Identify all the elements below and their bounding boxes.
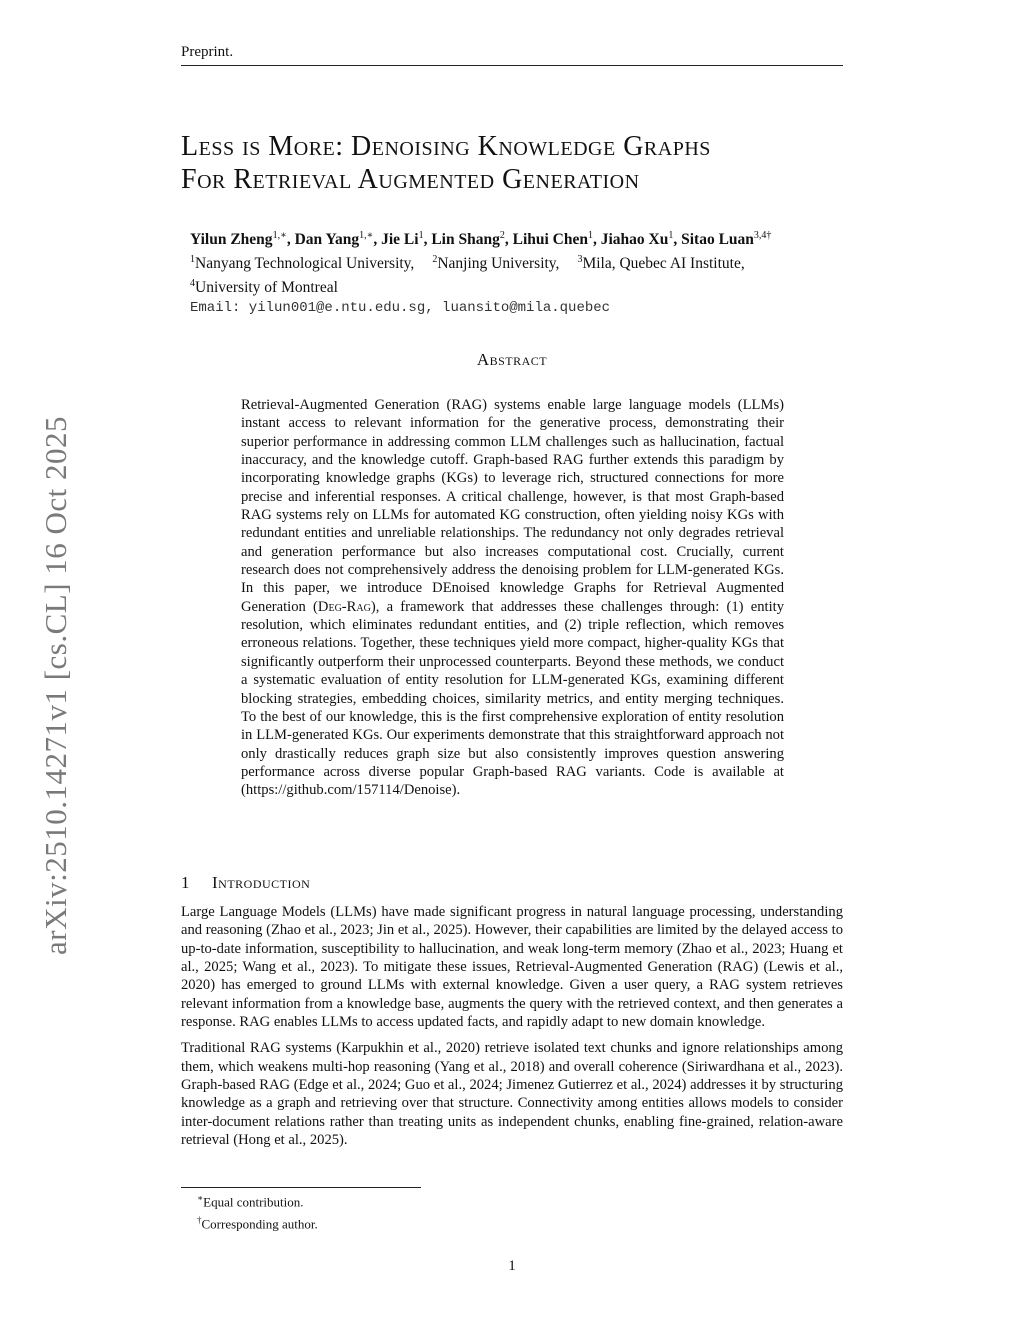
arxiv-stamp: arXiv:2510.14271v1 [cs.CL] 16 Oct 2025 — [38, 415, 73, 955]
affiliation: Nanjing University, — [437, 255, 560, 273]
paragraph: Traditional RAG systems (Karpukhin et al., 2020) retrieve isolated text chunks and ignore relationships among them, which weakens multi-hop reasoning (Yang et al., 2018) and overall coherence (Siriwardhana et al., 2023). Graph-based RAG (Edge et al., 2024; Guo et al., 2024; Jimenez Gutierrez et al., 2024) addresses it by structuring knowledge as a graph and retrieving over that structure. Connectivity among entities allows models to consider inter-document relations rather than treating units as independent chunks, enabling fine-grained, relation-aware retrieval (Hong et al., 2025). — [181, 1040, 843, 1149]
section-title: Introduction — [212, 873, 311, 892]
author-mark: 1 — [668, 230, 674, 241]
abstract-text: ), a framework that addresses these challenges through: (1) entity resolution, which eliminates redundant entities, and (2) triple reflection, which removes erroneous relations. Together, these techniques yield more compact, higher-quality KGs that significantly outperform their unprocessed counterparts. Beyond these methods, we conduct a systematic evaluation of entity resolution for LLM-generated KGs, examining different blocking strategies, embedding choices, similarity metrics, and entity merging techniques. To the best of our knowledge, this is the first comprehensive exploration of entity resolution in LLM-generated KGs. Our experiments demonstrate that this straightforward approach not only drastically reduces graph size but also consistently improves question answering performance across diverse popular Graph-based RAG variants. Code is available at (https://github.com/157114/Denoise). — [241, 598, 784, 799]
author-mark: 2 — [499, 230, 505, 241]
email-line: Email: yilun001@e.ntu.edu.sg, luansito@mila.quebec — [190, 300, 611, 317]
method-acronym: Deg-Rag — [317, 598, 371, 615]
affiliation-mark: 3 — [577, 254, 583, 266]
author-name: Dan Yang — [294, 231, 360, 249]
affiliation-line — [190, 274, 850, 298]
affiliation-line — [190, 250, 850, 274]
introduction-body — [181, 903, 843, 1157]
footnote-mark: † — [197, 1215, 202, 1226]
footnote — [181, 1211, 318, 1233]
author-name: Yilun Zheng — [190, 231, 273, 249]
title-line-1: Less is More: Denoising Knowledge Graphs — [181, 131, 711, 162]
footnotes — [181, 1189, 318, 1234]
author-name: Lin Shang — [431, 231, 500, 249]
author-mark: 1,∗ — [359, 230, 374, 241]
footnote-text: Corresponding author. — [201, 1216, 318, 1232]
affiliation: University of Montreal — [195, 279, 338, 297]
author-mark: 1 — [588, 230, 593, 241]
page-number: 1 — [508, 1258, 516, 1274]
author-name: Jie Li — [381, 231, 419, 249]
affiliation: Nanyang Technological University, — [195, 255, 415, 273]
author-mark: 1,∗ — [272, 230, 287, 241]
affiliation-mark: 1 — [190, 254, 195, 266]
title-line-2: For Retrieval Augmented Generation — [181, 164, 640, 195]
section-heading — [181, 873, 310, 893]
abstract-text: Retrieval-Augmented Generation (RAG) systems enable large language models (LLMs) instant access to relevant information for the generative process, demonstrating their superior performance in addressing common LLM challenges such as hallucination, factual inaccuracy, and the knowledge cutoff. Graph-based RAG further extends this paradigm by incorporating knowledge graphs (KGs) to leverage rich, structured connections for more precise and inferential responses. A critical challenge, however, is that most Graph-based RAG systems rely on LLMs for automated KG construction, often yielding noisy KGs with redundant entities and unreliable relationships. The redundancy not only degrades retrieval and generation performance but also increases computational cost. Crucially, current research does not comprehensively address the denoising problem for LLM-generated KGs. In this paper, we introduce DEnoised knowledge Graphs for Retrieval Augmented Generation ( — [241, 397, 784, 615]
paper-title — [181, 130, 881, 196]
author-name: Lihui Chen — [512, 231, 588, 249]
affiliation: Mila, Quebec AI Institute, — [582, 255, 745, 273]
footnote-divider — [181, 1187, 421, 1188]
author-name: Sitao Luan — [681, 231, 754, 249]
author-mark: 1 — [418, 230, 424, 241]
affiliation-mark: 2 — [432, 254, 438, 266]
paragraph: Large Language Models (LLMs) have made significant progress in natural language processing, understanding and reasoning (Zhao et al., 2023; Jin et al., 2025). However, their capabilities are limited by the delayed access to up-to-date information, susceptibility to hallucination, and weak long-term memory (Zhao et al., 2023; Huang et al., 2025; Wang et al., 2023). To mitigate these issues, Retrieval-Augmented Generation (RAG) (Lewis et al., 2020) has emerged to ground LLMs with external knowledge. Given a user query, a RAG system retrieves relevant information from a knowledge base, augments the query with the retrieved context, and then generates a response. RAG enables LLMs to access updated facts, and rapidly adapt to new domain knowledge. — [181, 904, 843, 1031]
author-mark: 3,4† — [753, 230, 772, 241]
footnote-text: Equal contribution. — [203, 1194, 304, 1210]
affiliation-mark: 4 — [190, 278, 195, 290]
author-block — [190, 226, 850, 318]
author-name: Jiahao Xu — [600, 231, 669, 249]
author-list: Yilun Zheng$^{1,∗}$, Dan Yang$^{1,∗}$, Jie Li$^1$, Lin Shang$^2$, Lihui Chen$^1$, Jiahao Xu$^1$, Sitao Luan$^{3,4\dagger}$ — [190, 230, 772, 249]
abstract-heading: Abstract — [476, 350, 548, 369]
abstract-body — [241, 396, 784, 800]
section-number: 1 — [181, 873, 190, 892]
footnote-mark: ∗ — [197, 1193, 204, 1203]
footnote — [181, 1189, 318, 1211]
running-head: Preprint. — [181, 44, 843, 66]
